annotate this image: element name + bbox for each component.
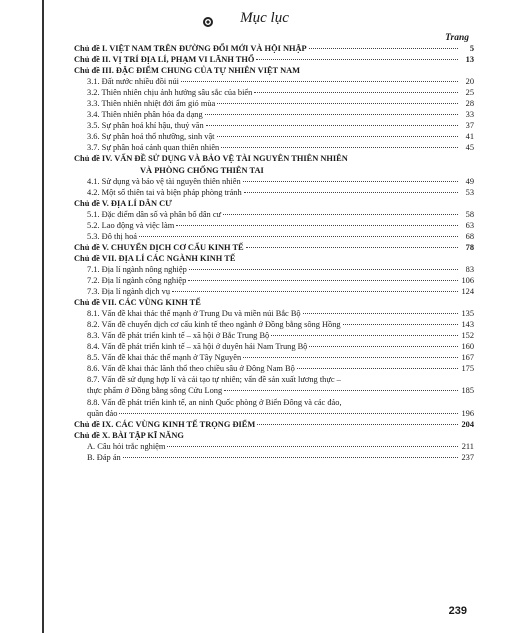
page-number: 239 [448,605,467,617]
toc-entry-text: Chủ đề II. VỊ TRÍ ĐỊA LÍ, PHẠM VI LÃNH THỔ [74,55,255,65]
toc-entry-text: 8.3. Vấn đề phát triển kinh tế – xã hội ở Bắc Trung Bộ [87,331,270,341]
toc-chapter-row [74,253,474,264]
toc-entry-text: 8.2. Vấn đề chuyển dịch cơ cấu kinh tế theo ngành ở Đồng bằng sông Hồng [87,320,341,330]
toc-entry-text: 3.1. Đất nước nhiều đồi núi [87,77,180,87]
toc-page-number: 135 [461,309,474,319]
toc-chapter-row [74,242,474,253]
toc-page-number: 211 [461,441,474,451]
toc-chapter-row [74,198,474,209]
toc-entry-row [74,264,474,275]
toc-entry-row [74,187,474,198]
dot-leader [123,456,458,458]
toc-entry-text: Chủ đề V. ĐỊA LÍ DÂN CƯ [74,198,172,208]
toc-page-number: 68 [465,231,474,241]
toc-entry-row [74,408,474,419]
bullet-mark-icon [203,17,213,27]
toc-entry-text: 4.2. Một số thiên tai và biện pháp phòng tránh [87,187,242,197]
toc-entry-row [74,441,474,452]
toc-entry-text: 5.2. Lao động và việc làm [87,220,175,230]
toc-entry-text: 8.4. Vấn đề phát triển kinh tế – xã hội ở duyên hải Nam Trung Bộ [87,342,308,352]
toc-entry-text: 3.3. Thiên nhiên nhiệt đới ẩm gió mùa [87,99,216,109]
toc-entry-text: 8.5. Vấn đề khai thác thế mạnh ở Tây Nguyên [87,353,242,363]
toc-page-number: 63 [465,220,474,230]
dot-leader [224,389,458,391]
dot-leader [343,323,458,325]
toc-entry-row [74,397,474,408]
toc-entry-row [74,308,474,319]
toc-page-number: 83 [465,264,474,274]
toc-page-number: 124 [461,287,474,297]
toc-entry-row [74,352,474,363]
dot-leader [223,213,458,215]
page-binding-line [42,0,44,633]
dot-leader [297,367,458,369]
dot-leader [254,91,458,93]
toc-page-number: 28 [465,99,474,109]
toc-entry-row [74,142,474,153]
toc-entry-text: Chủ đề IX. CÁC VÙNG KINH TẾ TRỌNG ĐIỂM [74,419,256,429]
toc-entry-row [74,275,474,286]
toc-entry-text: Chủ đề VII. CÁC VÙNG KINH TẾ [74,298,201,308]
toc-entry-row [74,109,474,120]
toc-entry-text: 7.2. Địa lí ngành công nghiệp [87,275,187,285]
toc-page-number: 25 [465,88,474,98]
toc-page-number: 143 [461,320,474,330]
dot-leader [246,246,458,248]
toc-entry-text: A. Câu hỏi trắc nghiệm [87,441,166,451]
page-title: Mục lục [240,10,289,26]
toc-chapter-row [74,65,474,76]
toc-page-number: 152 [461,331,474,341]
toc-chapter-row [74,153,474,164]
toc-page-number: 237 [461,452,474,462]
toc-entry-text: 8.8. Vấn đề phát triển kinh tế, an ninh Quốc phòng ở Biển Đông và các đảo, [87,397,342,407]
toc-entry-row [74,341,474,352]
toc-page-number: 45 [465,143,474,153]
toc-entry-text: 8.7. Vấn đề sử dụng hợp lí và cải tạo tự nhiên; vấn đề sản xuất lương thực – [87,375,341,385]
toc-entry-row [74,120,474,131]
toc-entry-text: 3.4. Thiên nhiên phân hóa đa dạng [87,110,203,120]
toc-chapter-row [74,54,474,65]
toc-chapter-row [74,43,474,54]
dot-leader [176,224,458,226]
toc-entry-row [74,131,474,142]
toc-page-number: 167 [461,353,474,363]
dot-leader [221,146,458,148]
dot-leader [189,268,458,270]
toc-entry-row [74,76,474,87]
toc-entry-row [74,231,474,242]
dot-leader [303,312,458,314]
page-column-header: Trang [445,33,469,43]
toc-entry-text: 3.6. Sự phân hoá thổ nhưỡng, sinh vật [87,132,215,142]
dot-leader [257,423,458,425]
toc-chapter-row [74,297,474,308]
toc-entry-text: quần đảo [87,408,118,418]
toc-entry-text: Chủ đề IV. VẤN ĐỀ SỬ DỤNG VÀ BẢO VỆ TÀI NGUYÊN THIÊN NHIÊN [74,154,348,164]
toc-page-number: 33 [465,110,474,120]
toc-entry-text: 3.5. Sự phân hoá khí hậu, thuỷ văn [87,121,204,131]
toc-entry-text: 7.3. Địa lí ngành dịch vụ [87,287,171,297]
toc-page-number: 78 [465,242,474,252]
dot-leader [243,180,458,182]
dot-leader [119,412,458,414]
toc-page-number: 49 [465,176,474,186]
toc-entry-row [74,452,474,463]
toc-page-number: 53 [465,187,474,197]
toc-page-number: 5 [469,44,474,53]
dot-leader [309,47,458,49]
toc-page-number: 160 [461,342,474,352]
toc-page-number: 37 [465,121,474,131]
toc-entry-text: B. Đáp án [87,452,121,462]
toc-page-number: 13 [465,55,474,65]
toc-entry-text: 5.3. Đô thị hoá [87,231,138,241]
toc-entry-text: 3.7. Sự phân hoá cảnh quan thiên nhiên [87,143,220,153]
toc-entry-row [74,87,474,98]
toc-page-number: 106 [461,275,474,285]
toc-page-number: 58 [465,209,474,219]
toc-entry-row [74,330,474,341]
toc-page-number: 20 [465,77,474,87]
toc-entry-row [74,319,474,330]
dot-leader [181,80,458,82]
toc-chapter-row [74,165,474,176]
toc-page-number: 41 [465,132,474,142]
toc-entry-text: thực phẩm ở Đồng bằng sông Cửu Long [87,386,223,396]
toc-entry-row [74,220,474,231]
toc-entry-text: Chủ đề I. VIỆT NAM TRÊN ĐƯỜNG ĐỔI MỚI VÀ HỘI NHẬP [74,44,307,53]
toc-entry-text: 4.1. Sử dụng và bảo vệ tài nguyên thiên nhiên [87,176,241,186]
toc-entry-text: Chủ đề V. CHUYỂN DỊCH CƠ CẤU KINH TẾ [74,242,244,252]
toc-entry-row [74,98,474,109]
dot-leader [244,191,458,193]
dot-leader [256,58,458,60]
dot-leader [205,113,458,115]
dot-leader [139,235,458,237]
dot-leader [309,345,458,347]
toc-entry-row [74,286,474,297]
toc-chapter-row [74,430,474,441]
toc-entry-row [74,176,474,187]
dot-leader [206,124,458,126]
dot-leader [167,445,458,447]
toc-entry-text: Chủ đề III. ĐẶC ĐIỂM CHUNG CỦA TỰ NHIÊN VIỆT NAM [74,66,301,76]
toc-entry-text: Chủ đề X. BÀI TẬP KĨ NĂNG [74,430,184,440]
toc-page-number: 175 [461,364,474,374]
toc-page-number: 185 [461,386,474,396]
dot-leader [271,334,458,336]
dot-leader [243,356,458,358]
toc-entry-text: 8.6. Vấn đề khai thác lãnh thổ theo chiều sâu ở Đông Nam Bộ [87,364,295,374]
toc-entry-row [74,363,474,374]
toc-entry-text: Chủ đề VII. ĐỊA LÍ CÁC NGÀNH KINH TẾ [74,253,236,263]
toc-page-number: 196 [461,408,474,418]
table-of-contents [74,43,474,463]
toc-page-number: 204 [461,419,474,429]
toc-entry-text: 8.1. Vấn đề khai thác thế mạnh ở Trung Du và miền núi Bắc Bộ [87,309,301,319]
toc-entry-row [74,209,474,220]
toc-chapter-row [74,419,474,430]
dot-leader [217,102,458,104]
toc-entry-row [74,374,474,385]
dot-leader [217,135,459,137]
dot-leader [188,279,458,281]
toc-entry-text: VÀ PHÒNG CHỐNG THIÊN TAI [140,165,264,175]
toc-entry-text: 7.1. Địa lí ngành nông nghiệp [87,264,187,274]
dot-leader [172,290,458,292]
toc-entry-text: 3.2. Thiên nhiên chịu ảnh hưởng sâu sắc của biển [87,88,253,98]
toc-entry-text: 5.1. Đặc điểm dân số và phân bố dân cư [87,209,222,219]
toc-entry-row [74,385,474,396]
